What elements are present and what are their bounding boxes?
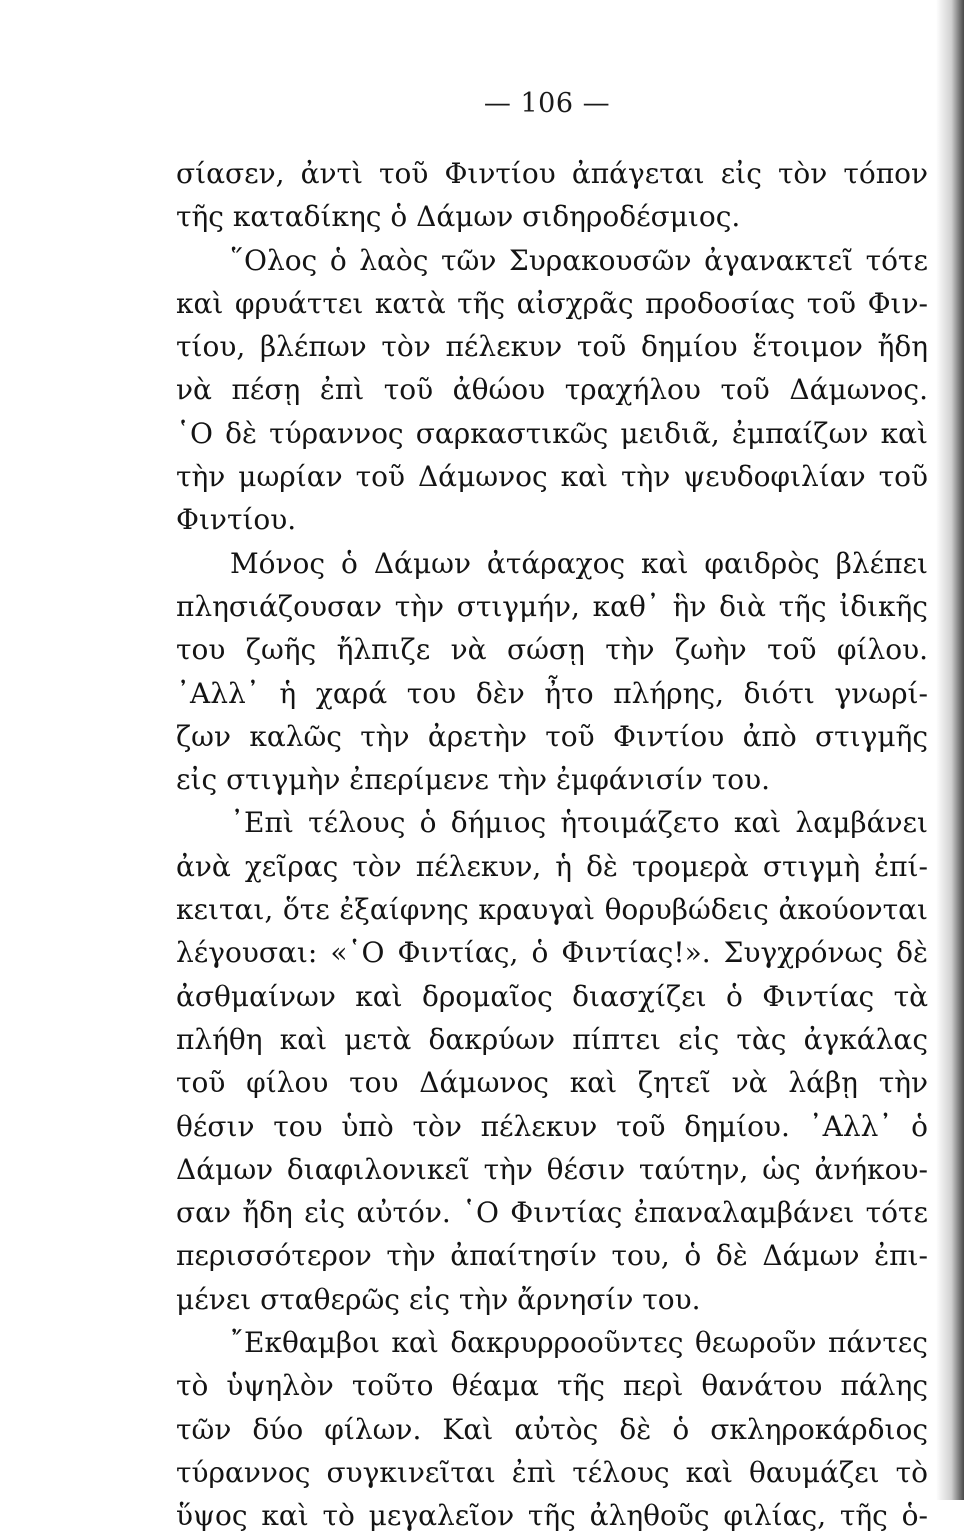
text-line: ἀσθμαίνων καὶ δρομαῖος διασχίζει ὁ Φιντίας τὰ bbox=[176, 979, 928, 1013]
text-line: ᾽Αλλ᾽ ἡ χαρά του δὲν ἦτο πλήρης, διότι γνωρί- bbox=[176, 676, 928, 710]
text-line: πλησιάζουσαν τὴν στιγμήν, καθ᾽ ἣν διὰ τῆς ἰδικῆς bbox=[176, 589, 928, 623]
text-line: τὴν μωρίαν τοῦ Δάμωνος καὶ τὴν ψευδοφιλίαν τοῦ bbox=[176, 460, 928, 494]
text-line: κειται, ὅτε ἐξαίφνης κραυγαὶ θορυβώδεις ἀκούονται bbox=[176, 893, 928, 927]
text-line: πλήθη καὶ μετὰ δακρύων πίπτει εἰς τὰς ἀγκάλας bbox=[176, 1022, 928, 1056]
text-line: Δάμων διαφιλονικεῖ τὴν θέσιν ταύτην, ὡς ἀνήκου- bbox=[176, 1152, 928, 1186]
page-number: — 106 — bbox=[483, 88, 611, 119]
text-line: Φιντίου. bbox=[176, 503, 297, 537]
text-line: ῞Ολος ὁ λαὸς τῶν Συρακουσῶν ἀγανακτεῖ τότε bbox=[230, 243, 928, 277]
text-line: λέγουσαι: «῾Ο Φιντίας, ὁ Φιντίας!». Συγχρόνως δὲ bbox=[176, 936, 928, 970]
page-edge-shadow bbox=[936, 0, 964, 1500]
text-line: μένει σταθερῶς εἰς τὴν ἄρνησίν του. bbox=[176, 1282, 701, 1316]
text-line: τοῦ φίλου του Δάμωνος καὶ ζητεῖ νὰ λάβῃ τὴν bbox=[176, 1066, 928, 1100]
text-line: εἰς στιγμὴν ἐπερίμενε τὴν ἐμφάνισίν του. bbox=[176, 763, 770, 797]
text-line: τῶν δύο φίλων. Καὶ αὐτὸς δὲ ὁ σκληροκάρδιος bbox=[176, 1412, 928, 1446]
text-line: τίου, βλέπων τὸν πέλεκυν τοῦ δημίου ἕτοιμον ἤδη bbox=[176, 330, 928, 364]
text-line: ἀνὰ χεῖρας τὸν πέλεκυν, ἡ δὲ τρομερὰ στιγμὴ ἐπί- bbox=[176, 849, 928, 883]
text-line: τῆς καταδίκης ὁ Δάμων σιδηροδέσμιος. bbox=[176, 200, 741, 234]
body-text bbox=[176, 152, 928, 1538]
text-line: θέσιν του ὑπὸ τὸν πέλεκυν τοῦ δημίου. ᾽Αλλ᾽ ὁ bbox=[176, 1109, 928, 1143]
text-line: καὶ φρυάττει κατὰ τῆς αἰσχρᾶς προδοσίας τοῦ Φιν- bbox=[176, 286, 928, 320]
text-line: νὰ πέσῃ ἐπὶ τοῦ ἀθώου τραχήλου τοῦ Δάμωνος. bbox=[176, 373, 928, 407]
text-line: ὕψος καὶ τὸ μεγαλεῖον τῆς ἀληθοῦς φιλίας, τῆς ὁ- bbox=[176, 1499, 928, 1533]
text-line: τύραννος συγκινεῖται ἐπὶ τέλους καὶ θαυμάζει τὸ bbox=[176, 1455, 928, 1489]
text-line: Μόνος ὁ Δάμων ἀτάραχος καὶ φαιδρὸς βλέπει bbox=[230, 546, 928, 580]
text-line: ῾Ο δὲ τύραννος σαρκαστικῶς μειδιᾶ, ἐμπαίζων καὶ bbox=[176, 416, 928, 450]
text-line: τὸ ὑψηλὸν τοῦτο θέαμα τῆς περὶ θανάτου πάλης bbox=[176, 1369, 928, 1403]
text-line: ᾽Επὶ τέλους ὁ δήμιος ἡτοιμάζετο καὶ λαμβάνει bbox=[230, 806, 928, 840]
text-line: του ζωῆς ἤλπιζε νὰ σώσῃ τὴν ζωὴν τοῦ φίλου. bbox=[176, 633, 928, 667]
text-line: ῎Εκθαμβοι καὶ δακρυρροοῦντες θεωροῦν πάντες bbox=[230, 1326, 928, 1360]
text-line: ζων καλῶς τὴν ἀρετὴν τοῦ Φιντίου ἀπὸ στιγμῆς bbox=[176, 719, 928, 753]
text-line: σαν ἤδη εἰς αὐτόν. ῾Ο Φιντίας ἐπαναλαμβάνει τότε bbox=[176, 1196, 928, 1230]
text-line: περισσότερον τὴν ἀπαίτησίν του, ὁ δὲ Δάμων ἐπι- bbox=[176, 1239, 928, 1273]
text-line: σίασεν, ἀντὶ τοῦ Φιντίου ἀπάγεται εἰς τὸν τόπον bbox=[176, 157, 928, 190]
